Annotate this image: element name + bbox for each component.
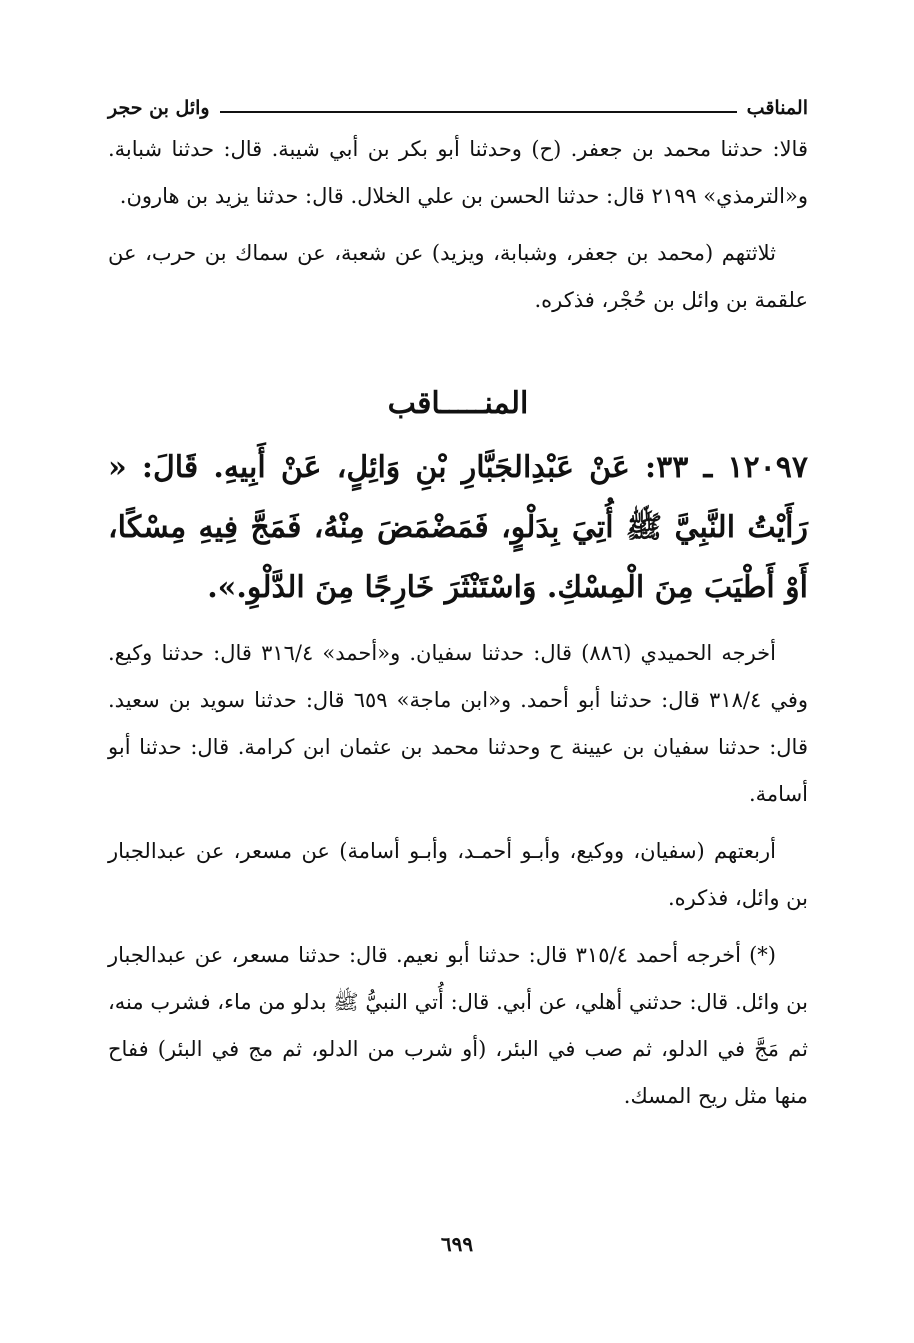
page-number: ٦٩٩ xyxy=(440,1232,474,1256)
header-subject: وائل بن حجر xyxy=(108,97,210,119)
hadith-text xyxy=(108,438,808,618)
continued-paragraph-1: قالا: حدثنا محمد بن جعفر. (ح) وحدثنا أبو بكر بن أبي شيبة. قال: حدثنا شبابة. و«الترمذي» ٢١٩٩ قال: حدثنا الحسن بن علي الخلال. قال: حدثنا يزيد بن هارون. xyxy=(108,137,808,208)
page-body xyxy=(108,92,808,1120)
header-section-title: المناقب xyxy=(746,97,808,119)
continued-paragraph-2: ثلاثتهم (محمد بن جعفر، وشبابة، ويزيد) عن شعبة، عن سماك بن حرب، عن علقمة بن وائل بن حُجْر، فذكره. xyxy=(108,241,808,312)
takhrij-paragraph-1: أخرجه الحميدي (٨٨٦) قال: حدثنا سفيان. و«أحمد» ٣١٦/٤ قال: حدثنا وكيع. وفي ٣١٨/٤ قال: حدثنا أبو أحمد. و«ابن ماجة» ٦٥٩ قال: حدثنا سويد بن سعيد. قال: حدثنا سفيان بن عيينة ح وحدثنا محمد بن عثمان ابن كرامة. قال: حدثنا أبو أسامة. xyxy=(108,641,809,806)
takhrij-paragraph-2: أربعتهم (سفيان، ووكيع، وأبـو أحمـد، وأبـو أسامة) عن مسعر، عن عبدالجبار بن وائل، فذكره. xyxy=(108,839,808,910)
header-rule xyxy=(220,111,737,113)
hadith-isnad: عَنْ عَبْدِالجَبَّارِ بْنِ وَائِلٍ، عَنْ أَبِيهِ. قَالَ: xyxy=(141,450,630,485)
running-header xyxy=(108,92,808,124)
hadith-number: ١٢٠٩٧ ـ ٣٣: xyxy=(645,450,808,485)
takhrij-paragraph-3: (*) أخرجه أحمد ٣١٥/٤ قال: حدثنا أبو نعيم. قال: حدثنا مسعر، عن عبدالجبار بن وائل. قال: حدثني أهلي، عن أبي. قال: أُتي النبيُّ ﷺ بدلو من ماء، فشرب منه، ثم مَجَّ في الدلو، ثم صب في البئر، (أو شرب من الدلو، ثم مج في البئر) ففاح منها مثل ريح المسك. xyxy=(108,943,808,1108)
section-heading: المنـــــاقب xyxy=(387,386,529,421)
hadith-matn: « رَأَيْتُ النَّبِيَّ ﷺ أُتِيَ بِدَلْوٍ، فَمَضْمَضَ مِنْهُ، فَمَجَّ فِيهِ مِسْكًا، أَوْ أَطْيَبَ مِنَ الْمِسْكِ. وَاسْتَنْثَرَ خَارِجًا مِنَ الدَّلْوِ.». xyxy=(108,450,808,605)
